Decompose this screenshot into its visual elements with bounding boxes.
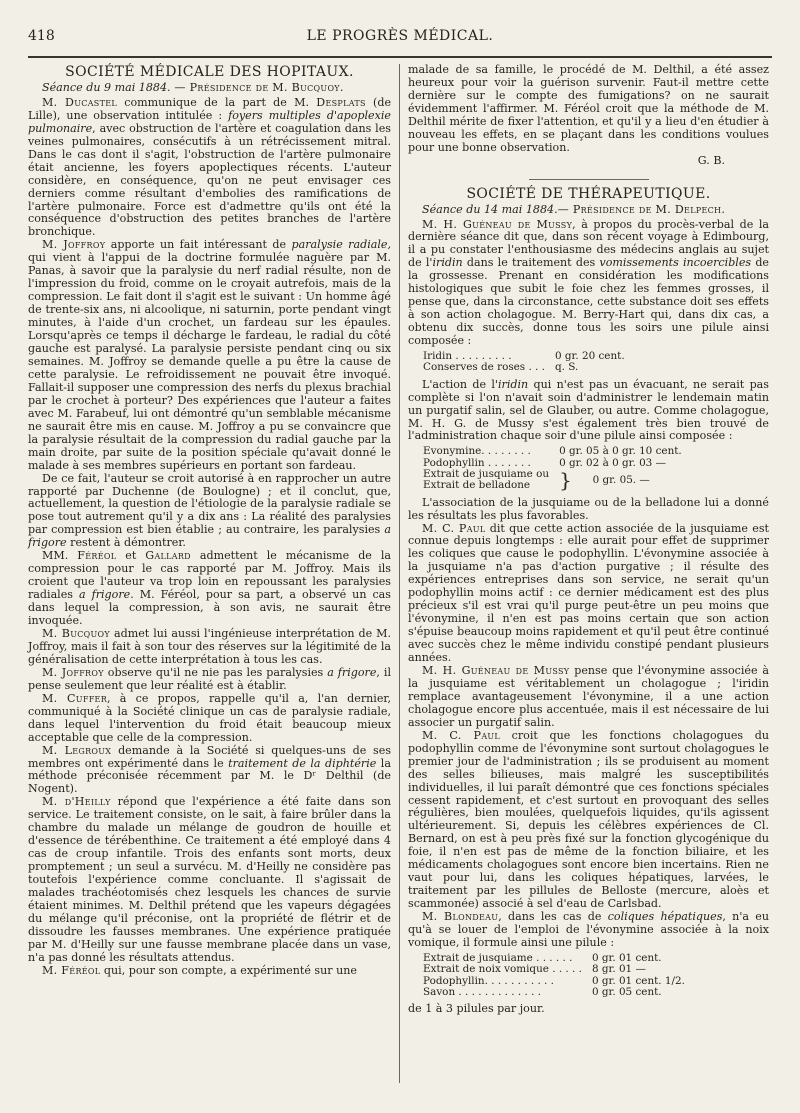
paragraph: L'action de l'iridin qui n'est pas un évacuant, ne serait pas complète si l'on n'avait soin d'administrer le lendemain matin un purgatif salin, sel de Glauber, ou autre. Comme cholagogue, M. H. G. de Mussy s'est également très bien trouvé de l'administration chaque soir d'une pilule ainsi composée : xyxy=(408,377,769,443)
paragraph: M. d'Heilly répond que l'expérience a été faite dans son service. Le traitement consiste, on le sait, à faire brûler dans la chambre du malade un mélange de goudron de houille et d'essence de térébenthine. Ce traitement a été employé dans 4 cas de croup infantile. Trois des enfants sont morts, deux promptement ; un seul a survécu. M. d'Heilly ne considère pas toutefois l'expérience comme concluante. Il s'agissait de malades trachéotomisés chez lesquels les chances de survie étaient minimes. M. Delthil prétend que les vapeurs dégagées du mélange qu'il préconise, ont la propriété de flétrir et de dissoudre les fausses membranes. Une expérience pratiquée par M. d'Heilly sur une fausse membrane placée dans un vase, n'a pas donné les résultats attendus. xyxy=(28,795,391,964)
paragraph: M. Cuffer, à ce propos, rappelle qu'il a, l'an dernier, communiqué à la Société clinique un cas de paralysie radiale, dans lequel l'intervention du froid était beaucoup mieux acceptable que celle de la compression. xyxy=(28,691,391,744)
section-title: SOCIÉTÉ MÉDICALE DES HOPITAUX. xyxy=(65,64,354,80)
formula-row: Extrait de jusquiame ou Extrait de belladone } 0 gr. 05. — xyxy=(423,468,650,493)
section-title: SOCIÉTÉ DE THÉRAPEUTIQUE. xyxy=(466,185,711,202)
formula-row: Extrait de noix vomique . . . . . 8 gr. 01 — xyxy=(423,963,646,976)
formula-row: Conserves de roses . . . q. S. xyxy=(423,361,579,374)
column-divider xyxy=(399,64,400,1083)
left-column xyxy=(28,64,391,978)
paragraph: M. Joffroy apporte un fait intéressant de paralysie radiale, qui vient à l'appui de la doctrine formulée naguère par M. Panas, à savoir que la paralysie du nerf radial résulte, non de l'impression du froid, comme on le croyait autrefois, mais de la compression. Le fait dont il s'agit est le suivant : Un homme âgé de trente-six ans, ni alcoolique, ni saturnin, porte pendant vingt minutes, à l'aide d'un crochet, un fardeau sur les épaules. Lorsqu'après ce temps il décharge le fardeau, le radial du côté gauche est paralysé. La paralysie persiste pendant cinq ou six semaines. M. Joffroy se demande quelle a pu être la cause de cette paralysie. Le refroidissement ne pouvait être invoqué. Fallait-il supposer une compression des nerfs du plexus brachial par le crochet à porteur? Des expériences que l'auteur a faites avec M. Farabeuf, lui ont démontré qu'un semblable mécanisme ne saurait être mis en cause. M. Joffroy a pu se convaincre que la paralysie résultait de la compression du radial gauche par la main droite, par suite de la position spéciale qu'avait donné le malade à ses membres supérieurs en portant son fardeau. xyxy=(28,238,391,472)
paragraph: de 1 à 3 pilules par jour. xyxy=(408,1002,545,1016)
paragraph: M. Bucquoy admet lui aussi l'ingénieuse interprétation de M. Joffroy, mais il fait à son tour des réserves sur la légitimité de la généralisation de cette interprétation à tous les cas. xyxy=(28,626,391,666)
paragraph: De ce fait, l'auteur se croit autorisé à en rapprocher un autre rapporté par Duchenne (de Boulogne) ; et il conclut, que, actuellement, la question de l'étiologie de la paralysie radiale se pose tout autrement qu'il y a dix ans : La réalité des paralysies par compression est bien établie ; au contraire, les paralysies a frigore restent à démontrer. xyxy=(28,471,391,550)
page-number: 418 xyxy=(28,28,55,44)
running-title: LE PROGRÈS MÉDICAL. xyxy=(306,28,494,44)
signature: G. B. xyxy=(697,153,725,167)
formula-table xyxy=(418,351,630,374)
paragraph: M. H. Guéneau de Mussy pense que l'évonymine associée à la jusquiame est véritablement un cholagogue ; l'iridin remplace avantageusement l'évonymine, il a une action cholagogue encore plus accentuée, mais il est nécessaire de lui associer un purgatif salin. xyxy=(408,664,769,729)
formula-row: Savon . . . . . . . . . . . . . 0 gr. 05 cent. xyxy=(423,985,662,998)
formula-row: Extrait de jusquiame . . . . . . 0 gr. 01 cent. xyxy=(423,951,662,964)
page-header xyxy=(28,28,772,48)
paragraph: L'association de la jusquiame ou de la belladone lui a donné les résultats les plus favorables. xyxy=(408,495,769,522)
paragraph: M. Joffroy observe qu'il ne nie pas les paralysies a frigore, il pense seulement que leur réalité est à établir. xyxy=(28,665,391,692)
formula-row: Evonymine. . . . . . . . 0 gr. 05 à 0 gr. 10 cent. xyxy=(423,445,682,458)
paragraph-continuation: malade de sa famille, le procédé de M. Delthil, a été assez heureux pour voir la guérison survenir. Faut-il mettre cette dernière sur le compte des fumigations? on ne saurait évidemment l'affirmer. M. Féréol croit que la méthode de M. Delthil mérite de fixer l'attention, et qu'il y a lieu d'en étudier à nouveau les effets, en se plaçant dans les conditions voulues pour une bonne observation. xyxy=(408,63,769,154)
formula-table xyxy=(418,446,687,491)
paragraph: MM. Féréol et Gallard admettent le mécanisme de la compression pour le cas rapporté par M. Joffroy. Mais ils croient que l'auteur va trop loin en repoussant les paralysies radiales a frigore. M. Féréol, pour sa part, a observé un cas dans lequel la compression, à son avis, ne saurait être invoquée. xyxy=(28,549,391,628)
formula-row: Podophyllin . . . . . . . 0 gr. 02 à 0 gr. 03 — xyxy=(423,456,666,469)
formula-row: Podophyllin. . . . . . . . . . . 0 gr. 01 cent. 1/2. xyxy=(423,974,685,987)
paragraph: M. Ducastel communique de la part de M. Desplats (de Lille), une observation intitulée : foyers multiples d'apoplexie pulmonaire, avec obstruction de l'artère et coagulation dans les veines pulmonaires, consécutifs à un rétrécissement mitral. Dans le cas dont il s'agit, l'obstruction de l'artère pulmonaire était ancienne, les foyers apoplectiques récents. L'auteur considère, en conséquence, qu'on ne peut envisager ces derniers comme résultant d'embolies des ramifications de l'artère pulmonaire. Force est d'admettre qu'ils ont été la conséquence d'obstruction des petites branches de l'artère bronchique. xyxy=(28,95,392,239)
brace-glyph: } xyxy=(559,468,572,493)
session-line: Séance du 14 mai 1884.— Présidence de M. Delpech. xyxy=(422,202,726,216)
paragraph: M. H. Guéneau de Mussy, à propos du procès-verbal de la dernière séance dit que, dans son récent voyage à Edimbourg, il a pu constater l'enthousiasme des médecins anglais au sujet de l'iridin dans le traitement des vomissements incoercibles de la grossesse. Prenant en considération les modifications histologiques que subit le foie chez les femmes grosses, il pense que, dans la circonstance, cette substance doit ses effets à son action cholagogue. M. Berry-Hart qui, dans dix cas, a obtenu dix succès, donne tous les soirs une pilule ainsi composée : xyxy=(408,217,769,348)
paragraph: M. C. Paul croit que les fonctions cholagogues du podophyllin comme de l'évonymine sont surtout cholagogues le premier jour de l'administration ; ils se produisent au moment des selles bilieuses, mais malgré les susceptibilités individuelles, il lui paraît démontré que ces fonctions spéciales cessent rapidement, et c'est surtout en provoquant des selles régulières, bien moulées, quelquefois liquides, qu'ils agissent ultérieurement. Si, depuis les célèbres expériences de Cl. Bernard, on est à peu près fixé sur la fonction glycogénique du foie, il n'en est pas de même de la fonction biliaire, et les médicaments cholagogues sont encore bien incertains. Rien ne vaut pour lui, dans les coliques hépatiques, larvées, le traitement par les pillules de Belloste (mercure, aloès et scammonée) associé à sel d'eau de Carlsbad. xyxy=(408,728,769,911)
formula-table xyxy=(418,953,690,998)
paragraph: M. Legroux demande à la Société si quelques-uns de ses membres ont expérimenté dans le traitement de la diphtérie la méthode préconisée récemment par M. le Dʳ Delthil (de Nogent). xyxy=(28,743,392,796)
section-separator xyxy=(529,179,649,180)
paragraph: M. Féréol qui, pour son compte, a expérimenté sur une xyxy=(42,963,357,977)
header-rule xyxy=(28,56,772,58)
formula-row: Iridin . . . . . . . . . 0 gr. 20 cent. xyxy=(423,350,625,363)
paragraph: M. C. Paul dit que cette action associée de la jusquiame est connue depuis longtemps : elle aurait pour effet de supprimer les coliques que cause le podophyllin. L'évonymine associée à la jusquiame n'a pas d'action purgative ; il résulte des expériences entreprises dans son service, ne serait qu'un podophyllin moins actif : ce dernier médicament est des plus précieux s'il est vrai qu'il purge peut-être un peu moins que l'évonymine, il n'en est pas moins certain que son action s'épuise beaucoup moins rapidement et qu'il peut être continué avec succès chez le même individu constipé pendant plusieurs années. xyxy=(408,521,769,665)
paragraph: M. Blondeau, dans les cas de coliques hépatiques, n'a eu qu'à se louer de l'emploi de l'évonymine associée à la noix vomique, il formule ainsi une pilule : xyxy=(408,910,769,950)
session-line: Séance du 9 mai 1884. — Présidence de M. Bucquoy. xyxy=(42,80,344,94)
right-column xyxy=(408,64,769,1016)
